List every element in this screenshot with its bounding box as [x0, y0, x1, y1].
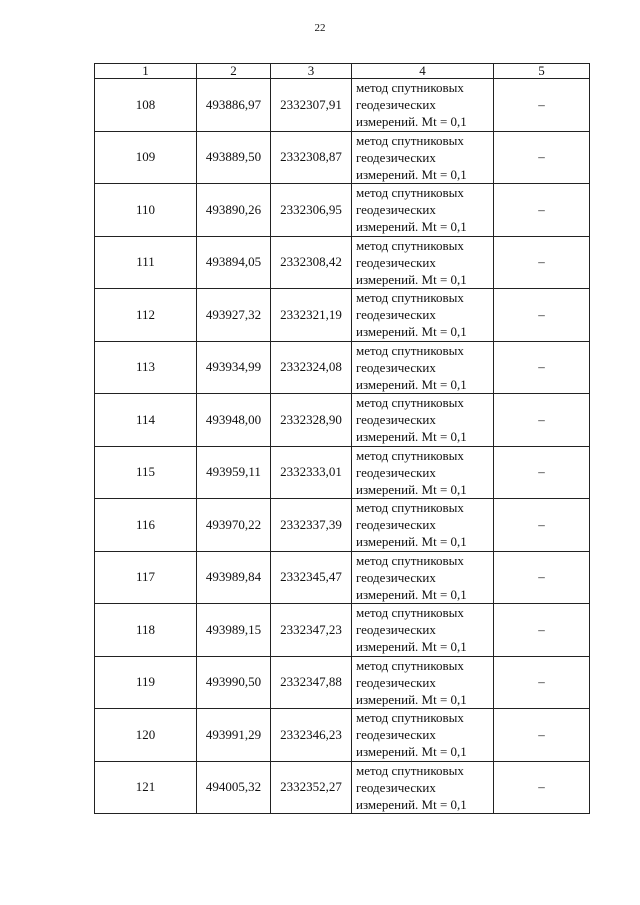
method-text-line: геодезических — [356, 464, 436, 480]
method-cell — [352, 289, 494, 342]
y-coordinate-cell: 2332333,01 — [271, 446, 352, 499]
note-cell: – — [494, 604, 590, 657]
point-number-cell: 115 — [95, 446, 197, 499]
point-number-cell: 113 — [95, 341, 197, 394]
table-row — [95, 499, 590, 552]
method-text-line: геодезических — [356, 412, 436, 428]
method-text-line: измерений. Mt = 0,1 — [356, 534, 467, 550]
method-text-line: геодезических — [356, 569, 436, 585]
x-coordinate-cell: 493970,22 — [197, 499, 271, 552]
x-coordinate-cell: 493959,11 — [197, 446, 271, 499]
x-coordinate-cell: 493886,97 — [197, 79, 271, 132]
table-row — [95, 656, 590, 709]
y-coordinate-cell: 2332337,39 — [271, 499, 352, 552]
table-row — [95, 341, 590, 394]
point-number-cell: 110 — [95, 184, 197, 237]
y-coordinate-cell: 2332306,95 — [271, 184, 352, 237]
table-row — [95, 709, 590, 762]
method-text-line: метод спутниковых — [356, 290, 464, 306]
note-cell: – — [494, 499, 590, 552]
method-text-line: геодезических — [356, 779, 436, 795]
column-header: 4 — [352, 64, 494, 79]
y-coordinate-cell: 2332352,27 — [271, 761, 352, 814]
point-number-cell: 111 — [95, 236, 197, 289]
method-cell — [352, 709, 494, 762]
method-cell — [352, 761, 494, 814]
method-cell — [352, 551, 494, 604]
table-row — [95, 236, 590, 289]
method-text-line: метод спутниковых — [356, 762, 464, 778]
point-number-cell: 108 — [95, 79, 197, 132]
point-number-cell: 114 — [95, 394, 197, 447]
method-text-line: измерений. Mt = 0,1 — [356, 166, 467, 182]
method-cell — [352, 446, 494, 499]
x-coordinate-cell: 493948,00 — [197, 394, 271, 447]
note-cell: – — [494, 131, 590, 184]
method-cell — [352, 184, 494, 237]
method-cell — [352, 131, 494, 184]
note-cell: – — [494, 446, 590, 499]
method-text-line: измерений. Mt = 0,1 — [356, 586, 467, 602]
table-row — [95, 761, 590, 814]
method-text-line: геодезических — [356, 254, 436, 270]
table-row — [95, 446, 590, 499]
method-text-line: измерений. Mt = 0,1 — [356, 639, 467, 655]
method-text-line: измерений. Mt = 0,1 — [356, 271, 467, 287]
method-text-line: геодезических — [356, 97, 436, 113]
y-coordinate-cell: 2332307,91 — [271, 79, 352, 132]
method-text-line: геодезических — [356, 674, 436, 690]
table-header-row — [95, 64, 590, 79]
x-coordinate-cell: 493934,99 — [197, 341, 271, 394]
y-coordinate-cell: 2332308,87 — [271, 131, 352, 184]
x-coordinate-cell: 493989,15 — [197, 604, 271, 657]
method-text-line: геодезических — [356, 727, 436, 743]
point-number-cell: 109 — [95, 131, 197, 184]
method-cell — [352, 394, 494, 447]
method-text-line: геодезических — [356, 149, 436, 165]
method-cell — [352, 499, 494, 552]
method-text-line: измерений. Mt = 0,1 — [356, 429, 467, 445]
x-coordinate-cell: 493894,05 — [197, 236, 271, 289]
y-coordinate-cell: 2332347,88 — [271, 656, 352, 709]
method-text-line: измерений. Mt = 0,1 — [356, 796, 467, 812]
x-coordinate-cell: 493889,50 — [197, 131, 271, 184]
table-row — [95, 184, 590, 237]
table-row — [95, 131, 590, 184]
y-coordinate-cell: 2332321,19 — [271, 289, 352, 342]
point-number-cell: 118 — [95, 604, 197, 657]
table-row — [95, 551, 590, 604]
x-coordinate-cell: 494005,32 — [197, 761, 271, 814]
method-text-line: метод спутниковых — [356, 132, 464, 148]
point-number-cell: 117 — [95, 551, 197, 604]
y-coordinate-cell: 2332347,23 — [271, 604, 352, 657]
note-cell: – — [494, 551, 590, 604]
x-coordinate-cell: 493927,32 — [197, 289, 271, 342]
note-cell: – — [494, 289, 590, 342]
method-cell — [352, 341, 494, 394]
method-text-line: геодезических — [356, 517, 436, 533]
point-number-cell: 116 — [95, 499, 197, 552]
page-number: 22 — [314, 22, 326, 34]
method-text-line: измерений. Mt = 0,1 — [356, 376, 467, 392]
method-text-line: метод спутниковых — [356, 447, 464, 463]
y-coordinate-cell: 2332308,42 — [271, 236, 352, 289]
x-coordinate-cell: 493990,50 — [197, 656, 271, 709]
method-text-line: метод спутниковых — [356, 500, 464, 516]
method-cell — [352, 604, 494, 657]
note-cell: – — [494, 184, 590, 237]
y-coordinate-cell: 2332328,90 — [271, 394, 352, 447]
x-coordinate-cell: 493890,26 — [197, 184, 271, 237]
method-text-line: метод спутниковых — [356, 657, 464, 673]
method-text-line: метод спутниковых — [356, 185, 464, 201]
method-text-line: измерений. Mt = 0,1 — [356, 744, 467, 760]
y-coordinate-cell: 2332324,08 — [271, 341, 352, 394]
point-number-cell: 119 — [95, 656, 197, 709]
method-text-line: измерений. Mt = 0,1 — [356, 114, 467, 130]
note-cell: – — [494, 761, 590, 814]
method-text-line: метод спутниковых — [356, 237, 464, 253]
method-text-line: геодезических — [356, 359, 436, 375]
note-cell: – — [494, 236, 590, 289]
method-text-line: метод спутниковых — [356, 710, 464, 726]
note-cell: – — [494, 79, 590, 132]
method-text-line: геодезических — [356, 307, 436, 323]
method-text-line: измерений. Mt = 0,1 — [356, 324, 467, 340]
table-row — [95, 289, 590, 342]
method-text-line: метод спутниковых — [356, 552, 464, 568]
note-cell: – — [494, 709, 590, 762]
method-text-line: измерений. Mt = 0,1 — [356, 219, 467, 235]
x-coordinate-cell: 493989,84 — [197, 551, 271, 604]
method-text-line: измерений. Mt = 0,1 — [356, 691, 467, 707]
method-cell — [352, 236, 494, 289]
table-row — [95, 79, 590, 132]
point-number-cell: 112 — [95, 289, 197, 342]
method-text-line: геодезических — [356, 622, 436, 638]
column-header: 2 — [197, 64, 271, 79]
method-cell — [352, 79, 494, 132]
method-text-line: метод спутниковых — [356, 395, 464, 411]
x-coordinate-cell: 493991,29 — [197, 709, 271, 762]
point-number-cell: 120 — [95, 709, 197, 762]
note-cell: – — [494, 341, 590, 394]
table-row — [95, 394, 590, 447]
note-cell: – — [494, 656, 590, 709]
column-header: 3 — [271, 64, 352, 79]
coordinates-table — [94, 63, 590, 814]
method-text-line: метод спутниковых — [356, 80, 464, 96]
method-text-line: геодезических — [356, 202, 436, 218]
method-text-line: измерений. Mt = 0,1 — [356, 481, 467, 497]
y-coordinate-cell: 2332346,23 — [271, 709, 352, 762]
method-text-line: метод спутниковых — [356, 605, 464, 621]
point-number-cell: 121 — [95, 761, 197, 814]
note-cell: – — [494, 394, 590, 447]
y-coordinate-cell: 2332345,47 — [271, 551, 352, 604]
column-header: 5 — [494, 64, 590, 79]
method-text-line: метод спутниковых — [356, 342, 464, 358]
table-row — [95, 604, 590, 657]
method-cell — [352, 656, 494, 709]
column-header: 1 — [95, 64, 197, 79]
